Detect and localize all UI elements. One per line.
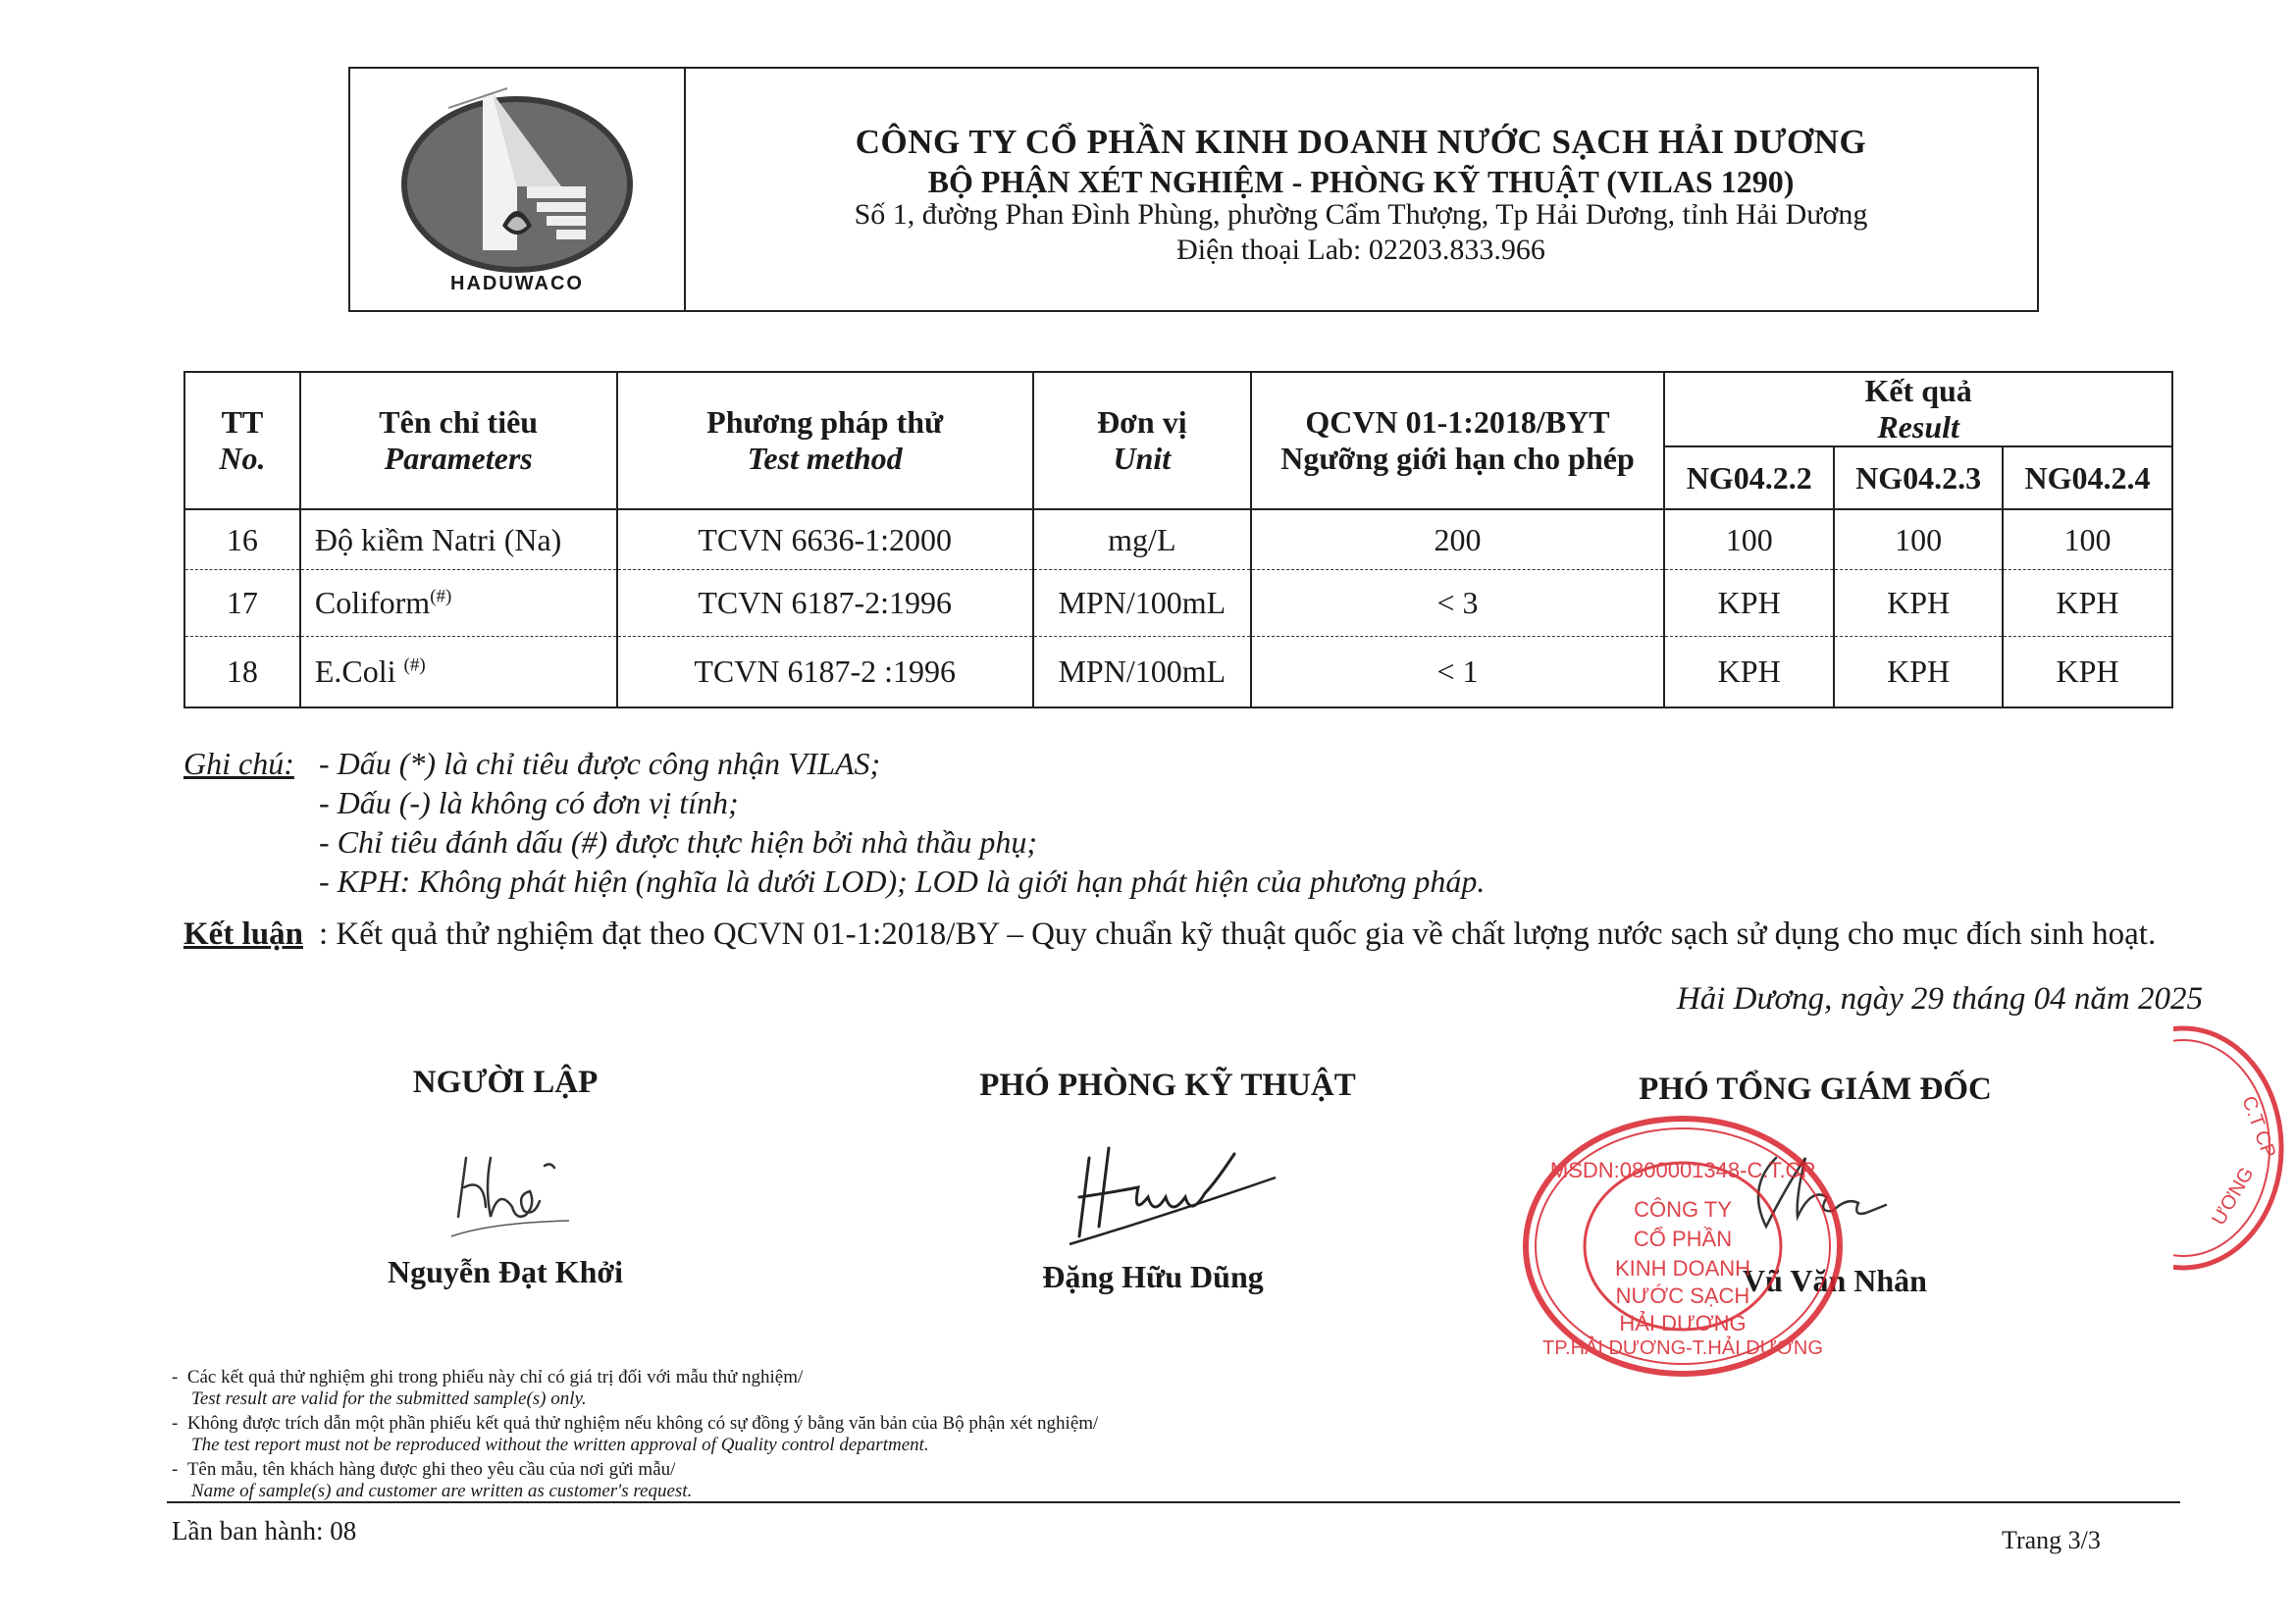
row-no: 18 [184, 637, 300, 707]
signature-1-icon [446, 1138, 584, 1246]
svg-text:KINH DOANH: KINH DOANH [1614, 1256, 1751, 1281]
edge-seal-icon [2173, 1021, 2291, 1276]
note-item: - Chỉ tiêu đánh dấu (#) được thực hiện bởi nhà thầu phụ; [319, 824, 1038, 860]
signer-3-name: Vũ Văn Nhân [1743, 1263, 1927, 1298]
company-address: Số 1, đường Phan Đình Phùng, phường Cẩm Thượng, Tp Hải Dương, tỉnh Hải Dương [854, 198, 1868, 231]
parameter-name: Coliform [314, 585, 431, 620]
row-parameter [300, 637, 617, 707]
header-method [617, 372, 1033, 509]
row-limit: 200 [1251, 509, 1664, 570]
row-result: KPH [1834, 570, 2003, 637]
svg-text:ƯƠNG: ƯƠNG [2208, 1163, 2259, 1230]
row-unit: MPN/100mL [1033, 570, 1251, 637]
note-item: - Dấu (-) là không có đơn vị tính; [319, 785, 739, 820]
header-param-vi: Tên chỉ tiêu [379, 404, 539, 440]
row-method: TCVN 6187-2 :1996 [617, 637, 1033, 707]
svg-text:NƯỚC SẠCH: NƯỚC SẠCH [1615, 1283, 1750, 1308]
row-result: KPH [1664, 570, 1834, 637]
footnote-2: - Không được trích dẫn một phần phiếu kết quả thử nghiệm nếu không có sự đồng ý bằng văn bản của Bộ phận xét nghiệm/ The test report must not be reproduced without the written approval of Quality control department. [172, 1413, 1099, 1455]
row-method: TCVN 6187-2:1996 [617, 570, 1033, 637]
row-result: 100 [1834, 509, 2003, 570]
results-table [183, 371, 2173, 708]
signer-2-name: Đặng Hữu Dũng [1042, 1259, 1264, 1294]
row-result: KPH [2003, 637, 2172, 707]
lab-phone: Điện thoại Lab: 02203.833.966 [1176, 234, 1545, 266]
conclusion-label: Kết luận [183, 916, 303, 952]
footnote-3: - Tên mẫu, tên khách hàng được ghi theo yêu cầu của nơi gửi mẫu/ Name of sample(s) and customer are written as customer's request. [172, 1459, 693, 1501]
header-limit-line2: Ngưỡng giới hạn cho phép [1280, 441, 1635, 476]
header-sample-2: NG04.2.3 [1834, 446, 2003, 509]
header-unit-vi: Đơn vị [1097, 404, 1187, 440]
table-row [184, 570, 2172, 637]
row-limit: < 3 [1251, 570, 1664, 637]
footer-divider [167, 1501, 2180, 1503]
table-row [184, 637, 2172, 707]
header-limit [1251, 372, 1664, 509]
parameter-name: Độ kiềm Natri (Na) [314, 521, 562, 557]
parameter-name: E.Coli [314, 653, 404, 689]
row-unit: MPN/100mL [1033, 637, 1251, 707]
svg-text:C.T CP: C.T CP [2237, 1093, 2280, 1161]
svg-text:TP.HẢI DƯƠNG-T.HẢI DƯƠNG: TP.HẢI DƯƠNG-T.HẢI DƯƠNG [1542, 1337, 1823, 1359]
department-name: BỘ PHẬN XÉT NGHIỆM - PHÒNG KỸ THUẬT (VILAS 1290) [927, 164, 1795, 199]
row-no: 17 [184, 570, 300, 637]
header-param-en: Parameters [384, 441, 533, 476]
note-item: - Dấu (*) là chỉ tiêu được công nhận VILAS; [319, 746, 881, 781]
row-result: KPH [2003, 570, 2172, 637]
note-item: - KPH: Không phát hiện (nghĩa là dưới LOD); LOD là giới hạn phát hiện của phương pháp. [319, 864, 1486, 899]
page-number: Trang 3/3 [2002, 1526, 2101, 1554]
letterhead [348, 67, 2039, 312]
table-row [184, 509, 2172, 570]
header-sample-1: NG04.2.2 [1664, 446, 1834, 509]
footnote-vi: Không được trích dẫn một phần phiếu kết quả thử nghiệm nếu không có sự đồng ý bằng văn bản của Bộ phận xét nghiệm/ [186, 1413, 1099, 1434]
header-sample-3: NG04.2.4 [2003, 446, 2172, 509]
header-no-en: No. [219, 441, 266, 476]
signer-3-title: PHÓ TỔNG GIÁM ĐỐC [1639, 1072, 1992, 1107]
header-method-en: Test method [747, 441, 903, 476]
header-result-en: Result [1877, 409, 1959, 445]
row-unit: mg/L [1033, 509, 1251, 570]
notes-label: Ghi chú: [183, 746, 294, 781]
parameter-mark: (#) [430, 586, 452, 607]
footnote-1: - Các kết quả thử nghiệm ghi trong phiếu này chỉ có giá trị đối với mẫu thử nghiệm/ Test result are valid for the submitted sample(s) only. [172, 1367, 804, 1409]
svg-text:MSDN:0800001348-C.T.CP: MSDN:0800001348-C.T.CP [1549, 1158, 1816, 1182]
header-no-vi: TT [221, 404, 264, 440]
footnote-en: Name of sample(s) and customer are written as customer's request. [191, 1481, 693, 1501]
row-limit: < 1 [1251, 637, 1664, 707]
haduwaco-logo [390, 79, 645, 275]
logo-cell [350, 69, 686, 310]
row-result: 100 [1664, 509, 1834, 570]
date-line: Hải Dương, ngày 29 tháng 04 năm 2025 [1676, 981, 2203, 1017]
company-seal-icon [1516, 1109, 1850, 1384]
header-result [1664, 372, 2172, 446]
header-no [184, 372, 300, 509]
header-result-vi: Kết quả [1864, 373, 1972, 408]
svg-text:HẢI DƯƠNG: HẢI DƯƠNG [1619, 1311, 1747, 1335]
signer-1-title: NGƯỜI LẬP [412, 1065, 599, 1100]
signer-1-name: Nguyễn Đạt Khởi [388, 1254, 623, 1289]
company-info [684, 69, 2038, 310]
row-method: TCVN 6636-1:2000 [617, 509, 1033, 570]
svg-text:CỔ PHẦN: CỔ PHẦN [1633, 1227, 1733, 1251]
parameter-mark: (#) [403, 654, 426, 676]
company-name: CÔNG TY CỔ PHẦN KINH DOANH NƯỚC SẠCH HẢI DƯƠNG [855, 123, 1867, 161]
conclusion-text: : Kết quả thử nghiệm đạt theo QCVN 01-1:2018/BY – Quy chuẩn kỹ thuật quốc gia về chất lượng nước sạch sử dụng cho mục đích sinh hoạt. [319, 916, 2157, 952]
logo-caption: HADUWACO [450, 273, 584, 294]
row-result: KPH [1664, 637, 1834, 707]
header-parameters [300, 372, 617, 509]
signature-2-icon [1060, 1128, 1285, 1256]
footnote-vi: Tên mẫu, tên khách hàng được ghi theo yêu cầu của nơi gửi mẫu/ [186, 1459, 676, 1480]
row-parameter [300, 509, 617, 570]
edition-number: Lần ban hành: 08 [172, 1516, 357, 1545]
header-unit [1033, 372, 1251, 509]
header-limit-line1: QCVN 01-1:2018/BYT [1305, 404, 1610, 440]
svg-text:CÔNG TY: CÔNG TY [1634, 1197, 1732, 1222]
row-no: 16 [184, 509, 300, 570]
row-parameter [300, 570, 617, 637]
header-method-vi: Phương pháp thử [706, 404, 944, 440]
footnote-en: Test result are valid for the submitted sample(s) only. [191, 1388, 587, 1409]
header-unit-en: Unit [1113, 441, 1172, 476]
row-result: KPH [1834, 637, 2003, 707]
footnote-en: The test report must not be reproduced without the written approval of Quality control department. [191, 1435, 929, 1455]
row-result: 100 [2003, 509, 2172, 570]
signer-2-title: PHÓ PHÒNG KỸ THUẬT [979, 1068, 1356, 1103]
footnote-vi: Các kết quả thử nghiệm ghi trong phiếu này chỉ có giá trị đối với mẫu thử nghiệm/ [186, 1367, 804, 1387]
